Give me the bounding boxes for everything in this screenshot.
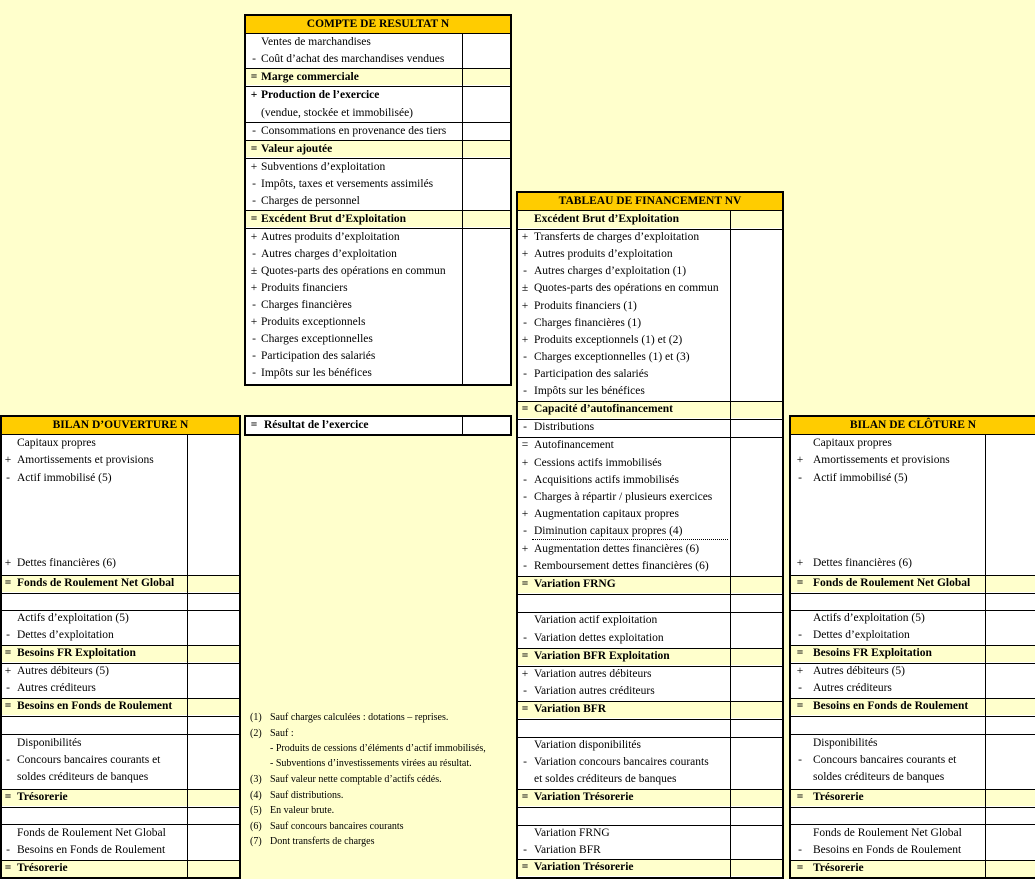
row-label: Cessions actifs immobilisés — [534, 457, 662, 469]
row-sign: - — [523, 421, 527, 433]
row-label: Besoins en Fonds de Roulement — [17, 844, 166, 856]
row-sign: - — [252, 333, 256, 345]
row-sign: + — [521, 300, 529, 312]
row-sign: + — [4, 454, 12, 466]
row-sign: - — [6, 682, 10, 694]
row-label: Consommations en provenance des tiers — [261, 125, 447, 137]
footnote-number: (7) — [250, 836, 262, 847]
row-label: Production de l’exercice — [261, 89, 380, 101]
bilan-ouverture-title: BILAN D’OUVERTURE N — [2, 417, 239, 435]
row-label: Dettes financières (6) — [813, 557, 912, 569]
row-sign: - — [523, 317, 527, 329]
row-label: Produits financiers — [261, 282, 348, 294]
row-sign: + — [521, 334, 529, 346]
row-sign: = — [521, 403, 529, 415]
footnote-text: Dont transferts de charges — [270, 836, 375, 847]
footnote-number: (5) — [250, 805, 262, 816]
row-label: Fonds de Roulement Net Global — [813, 827, 962, 839]
row-label: Variation BFR — [534, 703, 607, 715]
footnotes — [250, 710, 510, 855]
row-sign: - — [798, 754, 802, 766]
compte-resultat-table — [244, 14, 512, 386]
row-sign: - — [523, 756, 527, 768]
row-sign: + — [4, 665, 12, 677]
row-label: Dettes d’exploitation — [813, 629, 910, 641]
row-sign: + — [250, 161, 258, 173]
row-label: Variation dettes exploitation — [534, 632, 664, 644]
row-label: Excédent Brut d’Exploitation — [534, 213, 680, 225]
row-sign: = — [521, 861, 529, 873]
row-label: Coût d’achat des marchandises vendues — [261, 53, 445, 65]
row-sign: - — [798, 682, 802, 694]
row-sign: + — [521, 668, 529, 680]
tableau-financement-title: TABLEAU DE FINANCEMENT NV — [518, 193, 782, 211]
row-label: Concours bancaires courants et — [813, 754, 957, 766]
row-label: Valeur ajoutée — [261, 143, 333, 155]
row-label: Ventes de marchandises — [261, 36, 371, 48]
row-label: Actifs d’exploitation (5) — [17, 612, 129, 624]
row-label: Variation actif exploitation — [534, 614, 658, 626]
row-label: Marge commerciale — [261, 71, 359, 83]
row-label: Variation disponibilités — [534, 739, 642, 751]
row-label: Diminution capitaux propres (4) — [534, 525, 683, 537]
footnote-number: (3) — [250, 774, 262, 785]
row-sign: - — [252, 367, 256, 379]
footnote-text: - Subventions d’investissements virées au résultat. — [270, 758, 472, 769]
footnote-number: (6) — [250, 821, 262, 832]
row-label: Impôts, taxes et versements assimilés — [261, 178, 434, 190]
bilan-ouverture-table — [0, 415, 241, 879]
footnote-text: Sauf concours bancaires courants — [270, 821, 404, 832]
row-label: Autres créditeurs — [813, 682, 892, 694]
row-sign: - — [6, 472, 10, 484]
row-label: Capacité d’autofinancement — [534, 403, 673, 415]
row-sign: - — [798, 844, 802, 856]
row-sign: = — [250, 71, 258, 83]
row-sign: - — [523, 491, 527, 503]
row-sign: - — [523, 632, 527, 644]
row-label: Besoins FR Exploitation — [17, 647, 136, 659]
row-label: Variation BFR Exploitation — [534, 650, 670, 662]
compte-resultat-title: COMPTE DE RESULTAT N — [246, 16, 510, 34]
row-label: Augmentation capitaux propres — [534, 508, 679, 520]
row-sign: + — [521, 508, 529, 520]
row-sign: = — [521, 703, 529, 715]
footnote-text: En valeur brute. — [270, 805, 335, 816]
row-label: (vendue, stockée et immobilisée) — [261, 107, 414, 119]
row-label: Charges exceptionnelles — [261, 333, 373, 345]
row-sign: + — [250, 231, 258, 243]
row-sign: + — [796, 665, 804, 677]
row-label: Besoins en Fonds de Roulement — [813, 844, 962, 856]
row-label: Impôts sur les bénéfices — [534, 385, 645, 397]
row-label: soldes créditeurs de banques — [813, 771, 945, 783]
row-label: Charges financières (1) — [534, 317, 642, 329]
row-sign: = — [796, 791, 804, 803]
row-sign: + — [521, 457, 529, 469]
row-label: Autres débiteurs (5) — [17, 665, 109, 677]
row-label: Amortissements et provisions — [17, 454, 154, 466]
tableau-financement-table — [516, 191, 784, 879]
row-sign: ± — [521, 282, 529, 294]
row-sign: = — [250, 143, 258, 155]
row-sign: - — [523, 368, 527, 380]
row-sign: - — [252, 125, 256, 137]
row-sign: ± — [250, 265, 258, 277]
row-sign: = — [796, 647, 804, 659]
row-sign: - — [6, 754, 10, 766]
row-sign: - — [523, 351, 527, 363]
row-label: Produits financiers (1) — [534, 300, 637, 312]
row-label: Fonds de Roulement Net Global — [813, 577, 971, 589]
row-label: Participation des salariés — [261, 350, 376, 362]
row-label: Augmentation dettes financières (6) — [534, 543, 700, 555]
footnote-text: Sauf : — [270, 728, 294, 739]
row-label: Trésorerie — [813, 791, 864, 803]
row-sign: = — [4, 862, 12, 874]
row-sign: - — [252, 350, 256, 362]
row-label: Disponibilités — [813, 737, 878, 749]
row-sign: = — [796, 862, 804, 874]
row-label: Variation FRNG — [534, 827, 610, 839]
row-sign: - — [252, 195, 256, 207]
row-label: Actif immobilisé (5) — [17, 472, 112, 484]
footnote-number: (1) — [250, 712, 262, 723]
row-sign: - — [252, 178, 256, 190]
row-label: Variation FRNG — [534, 578, 616, 590]
row-label: soldes créditeurs de banques — [17, 771, 149, 783]
row-sign: - — [6, 844, 10, 856]
row-label: Charges financières — [261, 299, 352, 311]
row-sign: = — [521, 791, 529, 803]
row-label: Subventions d’exploitation — [261, 161, 386, 173]
row-label: Charges exceptionnelles (1) et (3) — [534, 351, 690, 363]
row-label: Produits exceptionnels — [261, 316, 366, 328]
row-sign: = — [4, 647, 12, 659]
row-label: Variation autres débiteurs — [534, 668, 652, 680]
row-label: Autres créditeurs — [17, 682, 96, 694]
row-label: Fonds de Roulement Net Global — [17, 577, 175, 589]
row-label: Actifs d’exploitation (5) — [813, 612, 925, 624]
row-label: Excédent Brut d’Exploitation — [261, 213, 407, 225]
row-sign: = — [796, 700, 804, 712]
row-sign: + — [796, 454, 804, 466]
row-sign: = — [4, 577, 12, 589]
row-label: Quotes-parts des opérations en commun — [261, 265, 446, 277]
row-sign: - — [798, 472, 802, 484]
row-label: Distributions — [534, 421, 595, 433]
row-sign: = — [4, 700, 12, 712]
row-label: Variation Trésorerie — [534, 791, 634, 803]
row-label: Besoins FR Exploitation — [813, 647, 932, 659]
row-label: Remboursement dettes financières (6) — [534, 560, 709, 572]
footnote-text: Sauf distributions. — [270, 790, 344, 801]
row-label: Autres charges d’exploitation — [261, 248, 397, 260]
row-label: Fonds de Roulement Net Global — [17, 827, 166, 839]
row-label: Impôts sur les bénéfices — [261, 367, 372, 379]
row-sign: = — [521, 439, 529, 451]
row-label: Capitaux propres — [813, 437, 892, 449]
row-sign: = — [521, 650, 529, 662]
row-label: Variation Trésorerie — [534, 861, 634, 873]
row-label: Autres produits d’exploitation — [534, 248, 673, 260]
bilan-cloture-title: BILAN DE CLÔTURE N — [791, 417, 1035, 435]
footnote-number: (2) — [250, 728, 262, 739]
row-label: Trésorerie — [17, 791, 68, 803]
row-label: Autres débiteurs (5) — [813, 665, 905, 677]
row-label: Actif immobilisé (5) — [813, 472, 908, 484]
resultat-exercice-row — [244, 415, 512, 436]
row-label: Dettes d’exploitation — [17, 629, 114, 641]
row-sign: - — [252, 53, 256, 65]
footnote-text: Sauf charges calculées : dotations – reprises. — [270, 712, 449, 723]
row-sign: = — [4, 791, 12, 803]
row-label: Autofinancement — [534, 439, 614, 451]
row-sign: + — [521, 231, 529, 243]
row-sign: + — [796, 557, 804, 569]
row-label: Variation concours bancaires courants — [534, 756, 709, 768]
bilan-cloture-table — [789, 415, 1035, 879]
row-sign: = — [796, 577, 804, 589]
row-label: Participation des salariés — [534, 368, 649, 380]
row-sign: - — [523, 560, 527, 572]
row-sign: - — [252, 248, 256, 260]
row-label: Charges de personnel — [261, 195, 360, 207]
row-sign: - — [252, 299, 256, 311]
row-sign: - — [523, 385, 527, 397]
row-label: Amortissements et provisions — [813, 454, 950, 466]
row-sign: + — [521, 543, 529, 555]
row-label: Autres charges d’exploitation (1) — [534, 265, 687, 277]
row-sign: - — [523, 265, 527, 277]
row-sign: + — [250, 282, 258, 294]
row-sign: - — [523, 525, 527, 537]
row-label: Concours bancaires courants et — [17, 754, 161, 766]
row-sign: - — [6, 629, 10, 641]
row-label: Dettes financières (6) — [17, 557, 116, 569]
row-sign: + — [4, 557, 12, 569]
row-sign: - — [523, 685, 527, 697]
row-label: Capitaux propres — [17, 437, 96, 449]
row-label: Autres produits d’exploitation — [261, 231, 400, 243]
row-label: Variation autres créditeurs — [534, 685, 655, 697]
row-label: Résultat de l’exercice — [264, 419, 369, 431]
footnote-number: (4) — [250, 790, 262, 801]
row-sign: - — [798, 629, 802, 641]
row-label: Quotes-parts des opérations en commun — [534, 282, 719, 294]
row-sign: = — [521, 578, 529, 590]
row-label: Produits exceptionnels (1) et (2) — [534, 334, 683, 346]
row-sign: - — [523, 474, 527, 486]
row-label: Transferts de charges d’exploitation — [534, 231, 700, 243]
row-sign: = — [250, 419, 258, 431]
row-sign: + — [250, 316, 258, 328]
footnote-text: - Produits de cessions d’éléments d’actif immobilisés, — [270, 743, 486, 754]
row-sign: + — [250, 89, 258, 101]
row-sign: = — [250, 213, 258, 225]
row-sign: + — [521, 248, 529, 260]
footnote-text: Sauf valeur nette comptable d’actifs cédés. — [270, 774, 442, 785]
row-label: Trésorerie — [813, 862, 864, 874]
row-label: et soldes créditeurs de banques — [534, 773, 677, 785]
row-label: Trésorerie — [17, 862, 68, 874]
row-label: Variation BFR — [534, 844, 601, 856]
row-label: Charges à répartir / plusieurs exercices — [534, 491, 713, 503]
row-label: Besoins en Fonds de Roulement — [17, 700, 173, 712]
row-sign: - — [523, 844, 527, 856]
row-label: Disponibilités — [17, 737, 82, 749]
row-label: Besoins en Fonds de Roulement — [813, 700, 969, 712]
row-label: Acquisitions actifs immobilisés — [534, 474, 680, 486]
